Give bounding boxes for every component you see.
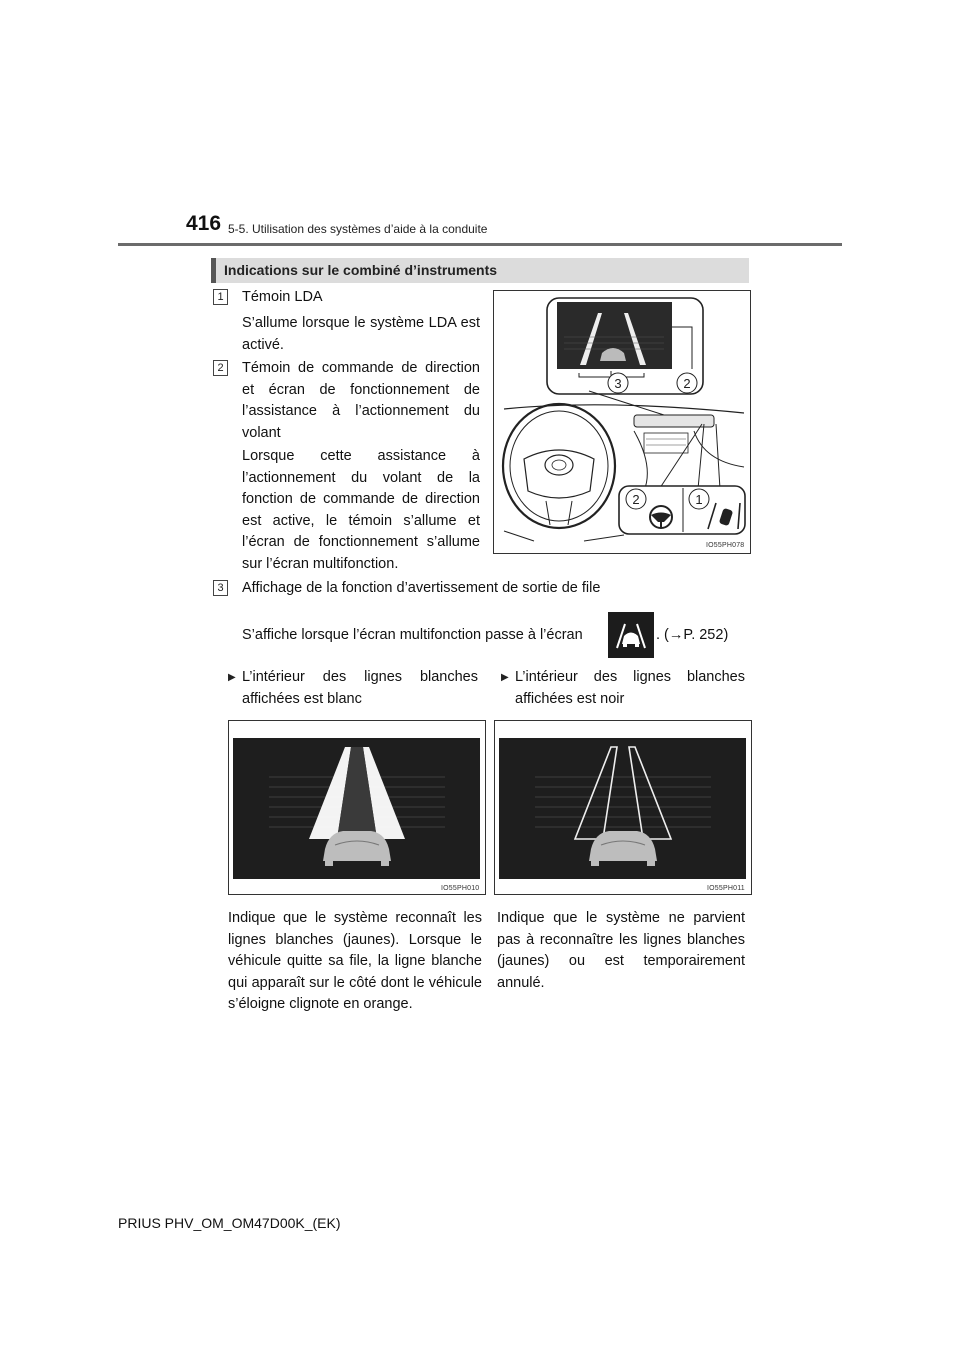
callout-3-label: 3 [614, 376, 622, 391]
item-3-title: Affichage de la fonction d’avertissement de sortie de file [242, 580, 601, 596]
callout-2-top-label: 2 [683, 376, 691, 391]
car-rear-icon [611, 620, 651, 650]
caption-right: Indique que le système ne parvient pas à reconnaître les lignes blanches (jaunes) ou est temporairement annulé. [497, 910, 745, 991]
header-section-title: 5-5. Utilisation des systèmes d’aide à la conduite [228, 222, 488, 236]
section-heading: Indications sur le combiné d’instruments [224, 262, 498, 278]
figure-code-left: IO55PH010 [441, 885, 480, 892]
section-heading-accent [211, 258, 216, 283]
item-3-description-end: . (→P. 252) [656, 627, 729, 643]
dashboard-figure [493, 290, 751, 554]
dashboard-illustration [494, 291, 750, 553]
bullet-marker-right: ▶ [501, 672, 509, 683]
bullet-right: L’intérieur des lignes blanches affichées est noir [515, 669, 745, 707]
figure-code: IO55PH078 [706, 542, 745, 549]
header-rule [118, 243, 842, 246]
bullet-left: L’intérieur des lignes blanches affichées est blanc [242, 669, 478, 707]
item-number-1: 1 [213, 289, 228, 305]
lane-display-white-figure [228, 720, 486, 895]
item-2-description: Lorsque cette assistance à l’actionnement du volant de la fonction de commande de direction est active, le témoin s’allume et l’écran de fonctionnement s’allume sur l’écran multifonction. [242, 448, 480, 572]
bullet-marker-left: ▶ [228, 672, 236, 683]
item-1-description: S’allume lorsque le système LDA est activé. [242, 315, 480, 353]
item-1-title: Témoin LDA [242, 289, 323, 305]
callout-1-label: 1 [695, 492, 703, 507]
footer-document-code: PRIUS PHV_OM_OM47D00K_(EK) [118, 1215, 341, 1231]
caption-left: Indique que le système reconnaît les lignes blanches (jaunes). Lorsque le véhicule quitte sa file, la ligne blanche qui apparaît sur le côté dont le véhicule s’éloigne clignote en orange. [228, 910, 482, 1012]
lane-display-black-figure [494, 720, 752, 895]
lane-display-black [495, 721, 751, 894]
item-3-description-start: S’affiche lorsque l’écran multifonction passe à l’écran [242, 627, 583, 643]
figure-code-right: IO55PH011 [707, 885, 745, 892]
lane-display-white [229, 721, 485, 894]
page-number: 416 [186, 212, 222, 235]
lane-assist-icon [608, 612, 654, 658]
section-heading-bar [211, 258, 749, 283]
item-number-2: 2 [213, 360, 228, 376]
callout-2-bottom-label: 2 [632, 492, 640, 507]
item-number-3: 3 [213, 580, 228, 596]
item-2-title: Témoin de commande de direction et écran de fonctionnement de l’assistance à l’actionnement du volant [242, 360, 480, 441]
